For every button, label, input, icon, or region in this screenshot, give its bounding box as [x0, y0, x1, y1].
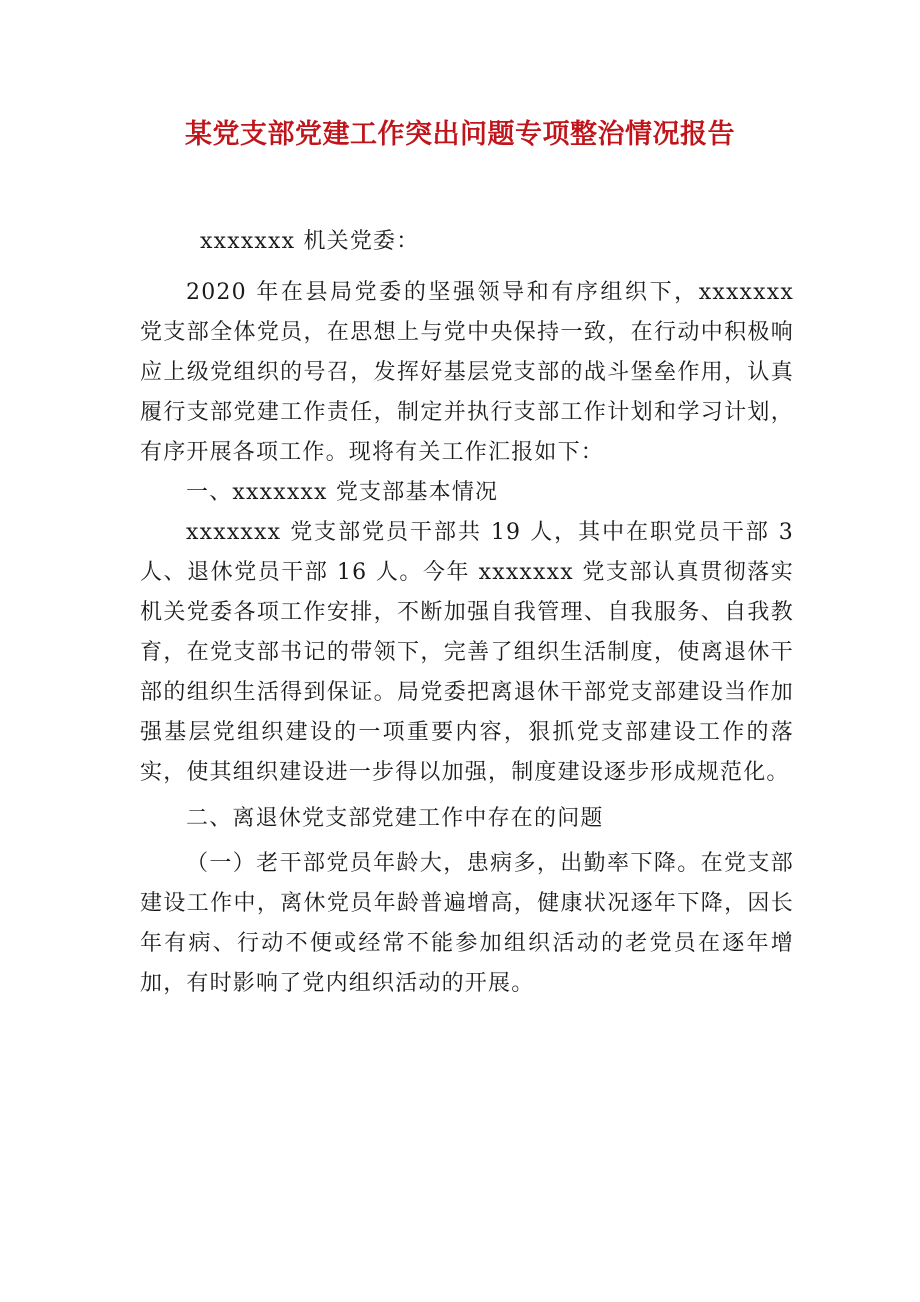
section-heading-1: 一、xxxxxxx 党支部基本情况 [186, 480, 499, 505]
document-title: 某党支部党建工作突出问题专项整治情况报告 [185, 119, 735, 150]
greeting-line: xxxxxxx 机关党委： [200, 229, 420, 254]
basic-info-paragraph: xxxxxxx 党支部党员干部共 19 人，其中在职党员干部 3 人、退休党员干部 16 人。今年 xxxxxxx 党支部认真贯彻落实机关党委各项工作安排，不断加强自我管理、自我服务、自我教育，在党支部书记的带领下，完善了组织生活制度，使离退休干部的组织生活得到保证。局党委把离退休干部党支部建设当作加强基层党组织建设的一项重要内容，狠抓党支部建设工作的落实，使其组织建设进一步得以加强，制度建设逐步形成规范化。 [140, 520, 794, 785]
document-body [140, 222, 794, 1004]
problem-paragraph-1: （一）老干部党员年龄大，患病多，出勤率下降。在党支部建设工作中，离休党员年龄普遍增高，健康状况逐年下降，因长年有病、行动不便或经常不能参加组织活动的老党员在逐年增加，有时影响了党内组织活动的开展。 [140, 851, 794, 996]
intro-paragraph: 2020 年在县局党委的坚强领导和有序组织下，xxxxxxx 党支部全体党员，在思想上与党中央保持一致，在行动中积极响应上级党组织的号召，发挥好基层党支部的战斗堡垒作用，认真履行支部党建工作责任，制定并执行支部工作计划和学习计划，有序开展各项工作。现将有关工作汇报如下： [140, 280, 794, 465]
section-heading-2: 二、离退休党支部党建工作中存在的问题 [186, 806, 604, 831]
